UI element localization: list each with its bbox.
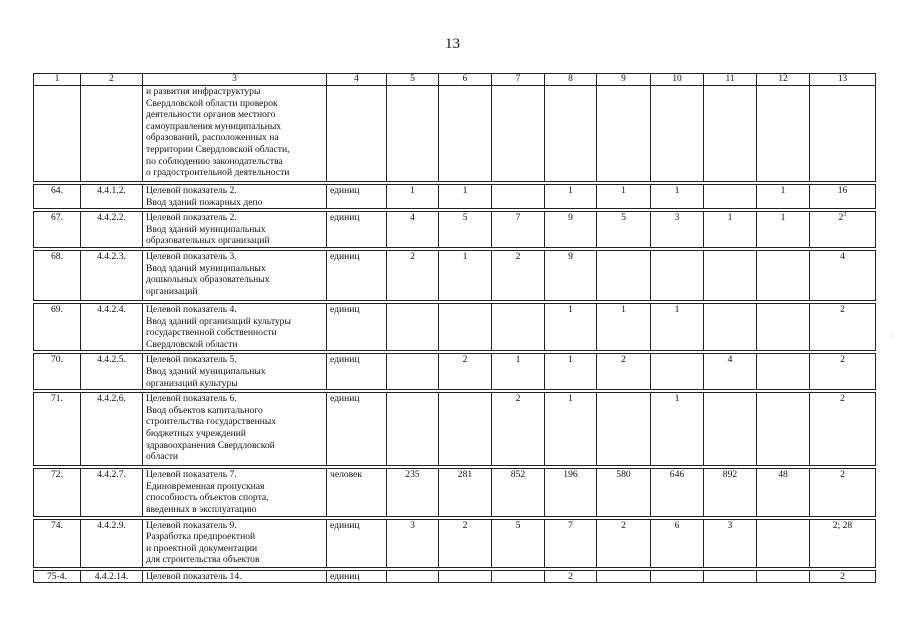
description-line: Целевой показатель 6. bbox=[146, 393, 237, 405]
value-cell bbox=[545, 212, 597, 248]
value-cell bbox=[757, 519, 810, 567]
value-text: 2 bbox=[840, 354, 845, 366]
value-cell bbox=[597, 570, 651, 583]
description-line: Ввод объектов капитального bbox=[146, 404, 263, 416]
value-text: 580 bbox=[616, 469, 631, 481]
description-line: по соблюдению законодательства bbox=[146, 155, 283, 167]
value-cell bbox=[545, 250, 597, 300]
table-row bbox=[34, 212, 876, 248]
row-code-cell: 4.4.2.14. bbox=[81, 570, 143, 583]
value-text: 2 bbox=[621, 354, 626, 366]
value-text: 2 bbox=[568, 570, 573, 582]
value-cell bbox=[545, 86, 597, 182]
row-description-cell bbox=[143, 570, 327, 583]
value-text: 852 bbox=[510, 469, 526, 481]
value-cell bbox=[810, 469, 876, 516]
description-line: и развития инфраструктуры bbox=[146, 86, 261, 97]
value-cell bbox=[597, 393, 651, 466]
row-code-cell: 4.4.2.3. bbox=[81, 250, 143, 300]
value-cell bbox=[810, 354, 876, 390]
column-header: 12 bbox=[757, 74, 810, 86]
row-number-cell: 67. bbox=[34, 212, 81, 248]
description-line: Целевой показатель 9. bbox=[146, 519, 237, 531]
value-text: 2 bbox=[838, 212, 844, 224]
description-line: Ввод зданий пожарных депо bbox=[146, 196, 263, 208]
value-text: 2 bbox=[515, 393, 521, 405]
value-cell bbox=[704, 570, 757, 583]
value-cell bbox=[439, 393, 492, 466]
description-line: образовательных организаций bbox=[146, 235, 270, 247]
description-line: Ввод зданий муниципальных bbox=[146, 365, 266, 377]
column-header: 2 bbox=[81, 74, 143, 86]
table-row bbox=[34, 393, 876, 466]
row-unit-cell bbox=[327, 86, 387, 182]
value-cell bbox=[492, 250, 545, 300]
value-cell bbox=[651, 469, 704, 516]
column-header: 4 bbox=[327, 74, 387, 86]
row-code-cell: 4.4.2.6. bbox=[81, 393, 143, 466]
value-cell bbox=[704, 250, 757, 300]
value-text: 2 bbox=[462, 519, 468, 531]
value-cell bbox=[651, 212, 704, 248]
value-text: 1 bbox=[674, 185, 680, 196]
value-cell bbox=[387, 354, 439, 390]
value-cell bbox=[387, 393, 439, 466]
value-cell bbox=[704, 86, 757, 182]
row-number-cell: 74. bbox=[34, 519, 81, 567]
value-cell bbox=[597, 212, 651, 248]
value-cell bbox=[651, 303, 704, 350]
value-text: 3 bbox=[727, 519, 733, 531]
value-cell bbox=[757, 250, 810, 300]
row-number-cell: 68. bbox=[34, 250, 81, 300]
value-text: 1 bbox=[674, 303, 680, 315]
value-cell bbox=[704, 519, 757, 567]
row-code-cell: 4.4.2.7. bbox=[81, 469, 143, 516]
value-cell bbox=[651, 393, 704, 466]
table-row bbox=[34, 86, 876, 182]
value-text: 2 bbox=[840, 469, 845, 481]
value-text: 2 bbox=[515, 250, 521, 262]
value-cell bbox=[387, 185, 439, 209]
row-description-cell bbox=[143, 250, 327, 300]
column-header: 3 bbox=[143, 74, 327, 86]
value-text: 1 bbox=[462, 250, 468, 262]
value-cell bbox=[810, 212, 876, 248]
value-cell bbox=[704, 185, 757, 209]
value-cell bbox=[545, 354, 597, 390]
table-row bbox=[34, 250, 876, 300]
row-description-cell bbox=[143, 469, 327, 516]
value-cell bbox=[387, 86, 439, 182]
description-line: здравоохранения Свердловской bbox=[146, 439, 275, 451]
row-description-cell bbox=[143, 393, 327, 466]
value-cell bbox=[545, 469, 597, 516]
value-cell bbox=[492, 212, 545, 248]
value-text: 1 bbox=[727, 212, 733, 224]
value-text: 3 bbox=[410, 519, 415, 531]
description-line: и проектной документации bbox=[146, 542, 258, 554]
value-cell bbox=[651, 185, 704, 209]
value-cell bbox=[651, 570, 704, 583]
value-text: 235 bbox=[405, 469, 420, 481]
page-number: 13 bbox=[445, 36, 460, 52]
row-description-cell bbox=[143, 185, 327, 209]
description-line: бюджетных учреждений bbox=[146, 427, 247, 439]
value-cell bbox=[492, 303, 545, 350]
row-unit-cell: единиц bbox=[327, 519, 387, 567]
description-line: организаций культуры bbox=[146, 377, 238, 389]
column-header: 5 bbox=[387, 74, 439, 86]
description-line: дошкольных образовательных bbox=[146, 274, 270, 286]
column-header: 8 bbox=[545, 74, 597, 86]
value-cell bbox=[597, 86, 651, 182]
value-text: 2 bbox=[840, 570, 845, 582]
value-cell bbox=[597, 354, 651, 390]
row-unit-cell: единиц bbox=[327, 354, 387, 390]
value-text: 1 bbox=[410, 185, 415, 196]
value-text: 6 bbox=[674, 519, 680, 531]
row-unit-cell: единиц bbox=[327, 185, 387, 209]
footnote-superscript: 3 bbox=[843, 211, 847, 218]
value-cell bbox=[439, 86, 492, 182]
value-text: 5 bbox=[515, 519, 521, 531]
scan-speck: · bbox=[890, 332, 893, 341]
column-header: 10 bbox=[651, 74, 704, 86]
value-cell bbox=[387, 212, 439, 248]
row-number-cell: 72. bbox=[34, 469, 81, 516]
value-text: 2 bbox=[840, 393, 845, 405]
value-text: 7 bbox=[515, 212, 521, 224]
row-description-cell bbox=[143, 86, 327, 182]
description-line: Целевой показатель 3. bbox=[146, 250, 237, 262]
column-header: 6 bbox=[439, 74, 492, 86]
value-cell bbox=[810, 303, 876, 350]
description-line: Целевой показатель 7. bbox=[146, 469, 237, 481]
row-code-cell: 4.4.1.2. bbox=[81, 185, 143, 209]
value-cell bbox=[439, 250, 492, 300]
value-cell bbox=[810, 250, 876, 300]
description-line: Разработка предпроектной bbox=[146, 531, 256, 543]
value-cell bbox=[439, 303, 492, 350]
row-unit-cell: единиц bbox=[327, 212, 387, 248]
row-code-cell: 4.4.2.5. bbox=[81, 354, 143, 390]
column-header: 1 bbox=[34, 74, 81, 86]
scan-speck: · bbox=[876, 297, 879, 306]
row-description-cell bbox=[143, 519, 327, 567]
value-cell bbox=[492, 469, 545, 516]
value-cell bbox=[597, 303, 651, 350]
value-cell bbox=[545, 185, 597, 209]
description-line: способность объектов спорта, bbox=[146, 492, 269, 504]
description-line: Свердловской области bbox=[146, 338, 238, 350]
table-row bbox=[34, 354, 876, 390]
value-text: 281 bbox=[457, 469, 473, 481]
value-cell bbox=[651, 354, 704, 390]
description-line: Целевой показатель 5. bbox=[146, 354, 237, 366]
column-header: 13 bbox=[810, 74, 876, 86]
value-cell bbox=[492, 86, 545, 182]
description-line: Единовременная пропускная bbox=[146, 480, 265, 492]
value-cell bbox=[545, 303, 597, 350]
value-cell bbox=[387, 570, 439, 583]
value-text: 1 bbox=[674, 393, 680, 405]
value-text: 1 bbox=[568, 303, 573, 315]
description-line: Ввод зданий муниципальных bbox=[146, 223, 266, 235]
value-text: 48 bbox=[778, 469, 788, 481]
value-text: 9 bbox=[568, 212, 573, 224]
description-line: строительства государственных bbox=[146, 416, 277, 428]
indicators-table bbox=[33, 73, 876, 583]
value-cell bbox=[545, 393, 597, 466]
value-text: 3 bbox=[674, 212, 680, 224]
value-cell bbox=[439, 570, 492, 583]
value-cell bbox=[387, 303, 439, 350]
value-cell bbox=[439, 469, 492, 516]
row-number-cell: 71. bbox=[34, 393, 81, 466]
value-cell bbox=[597, 185, 651, 209]
column-header: 11 bbox=[704, 74, 757, 86]
value-text: 1 bbox=[621, 303, 626, 315]
value-cell bbox=[810, 185, 876, 209]
row-number-cell: 64. bbox=[34, 185, 81, 209]
value-text: 1 bbox=[780, 185, 786, 196]
value-cell bbox=[757, 86, 810, 182]
description-line: Целевой показатель 14. bbox=[146, 570, 242, 582]
value-text: 5 bbox=[462, 212, 468, 224]
value-cell bbox=[704, 303, 757, 350]
value-text: 4 bbox=[840, 250, 845, 262]
value-cell bbox=[704, 393, 757, 466]
description-line: деятельности органов местного bbox=[146, 109, 276, 121]
value-cell bbox=[651, 86, 704, 182]
value-cell bbox=[757, 185, 810, 209]
value-text: 4 bbox=[410, 212, 415, 224]
value-cell bbox=[492, 519, 545, 567]
value-text: 196 bbox=[563, 469, 578, 481]
column-header: 9 bbox=[597, 74, 651, 86]
value-text: 1 bbox=[568, 393, 573, 405]
description-line: Ввод зданий муниципальных bbox=[146, 262, 266, 274]
description-line: Целевой показатель 4. bbox=[146, 303, 237, 315]
value-cell bbox=[597, 469, 651, 516]
value-text: 2 bbox=[410, 250, 415, 262]
description-line: введенных в эксплуатацию bbox=[146, 503, 257, 515]
column-header: 7 bbox=[492, 74, 545, 86]
value-text: 2 bbox=[462, 354, 468, 366]
row-code-cell: 4.4.2.4. bbox=[81, 303, 143, 350]
value-cell bbox=[439, 354, 492, 390]
value-cell bbox=[387, 519, 439, 567]
value-cell bbox=[387, 469, 439, 516]
value-cell bbox=[439, 212, 492, 248]
description-line: Ввод зданий организаций культуры bbox=[146, 315, 291, 327]
value-cell bbox=[597, 250, 651, 300]
value-cell bbox=[492, 185, 545, 209]
row-unit-cell: человек bbox=[327, 469, 387, 516]
value-text: 4 bbox=[727, 354, 733, 366]
value-cell bbox=[757, 212, 810, 248]
value-cell bbox=[704, 354, 757, 390]
row-code-cell: 4.4.2.9. bbox=[81, 519, 143, 567]
value-cell bbox=[757, 393, 810, 466]
value-text: 1 bbox=[462, 185, 468, 196]
description-line: Целевой показатель 2. bbox=[146, 212, 237, 224]
value-cell bbox=[757, 354, 810, 390]
row-number-cell: 70. bbox=[34, 354, 81, 390]
value-cell bbox=[597, 519, 651, 567]
value-text: 7 bbox=[568, 519, 573, 531]
description-line: самоуправления муниципальных bbox=[146, 120, 282, 132]
row-number-cell: 75-4. bbox=[34, 570, 81, 583]
value-cell bbox=[810, 519, 876, 567]
row-code-cell: 4.4.2.2. bbox=[81, 212, 143, 248]
row-description-cell bbox=[143, 212, 327, 248]
value-cell bbox=[810, 86, 876, 182]
row-unit-cell: единиц bbox=[327, 303, 387, 350]
value-text: 1 bbox=[568, 185, 573, 196]
value-cell bbox=[810, 393, 876, 466]
description-line: о градостроительной деятельности bbox=[146, 167, 290, 179]
value-text: 2 bbox=[621, 519, 626, 531]
value-text: 16 bbox=[837, 185, 848, 196]
description-line: территории Свердловской области, bbox=[146, 143, 290, 155]
value-cell bbox=[704, 212, 757, 248]
row-unit-cell: единиц bbox=[327, 393, 387, 466]
table-row bbox=[34, 519, 876, 567]
header-row bbox=[34, 74, 876, 86]
value-cell bbox=[492, 570, 545, 583]
description-line: организаций bbox=[146, 285, 198, 297]
value-cell bbox=[545, 519, 597, 567]
value-text: 646 bbox=[669, 469, 685, 481]
value-text: 1 bbox=[568, 354, 573, 366]
row-unit-cell: единиц bbox=[327, 570, 387, 583]
value-cell bbox=[439, 185, 492, 209]
table-row bbox=[34, 570, 876, 583]
description-line: для строительства объектов bbox=[146, 554, 260, 566]
table-row bbox=[34, 303, 876, 350]
value-text: 1 bbox=[621, 185, 626, 196]
value-text: 1 bbox=[515, 354, 521, 366]
value-cell bbox=[810, 570, 876, 583]
row-number-cell bbox=[34, 86, 81, 182]
value-cell bbox=[757, 469, 810, 516]
value-cell bbox=[704, 469, 757, 516]
row-description-cell bbox=[143, 303, 327, 350]
value-text: 2; 28 bbox=[832, 519, 853, 531]
table-row bbox=[34, 185, 876, 209]
description-line: Свердловской области проверок bbox=[146, 97, 278, 109]
row-unit-cell: единиц bbox=[327, 250, 387, 300]
value-cell bbox=[651, 250, 704, 300]
value-cell bbox=[545, 570, 597, 583]
value-cell bbox=[387, 250, 439, 300]
row-code-cell bbox=[81, 86, 143, 182]
value-text: 1 bbox=[780, 212, 786, 224]
value-text: 5 bbox=[621, 212, 626, 224]
description-line: Целевой показатель 2. bbox=[146, 185, 237, 196]
row-description-cell bbox=[143, 354, 327, 390]
value-cell bbox=[439, 519, 492, 567]
table-row bbox=[34, 469, 876, 516]
value-text: 2 bbox=[840, 303, 845, 315]
value-text: 892 bbox=[722, 469, 738, 481]
description-line: государственной собственности bbox=[146, 327, 277, 339]
value-cell bbox=[757, 570, 810, 583]
value-cell bbox=[492, 354, 545, 390]
value-text: 9 bbox=[568, 250, 573, 262]
row-number-cell: 69. bbox=[34, 303, 81, 350]
description-line: образований, расположенных на bbox=[146, 132, 279, 144]
value-cell bbox=[651, 519, 704, 567]
value-cell bbox=[492, 393, 545, 466]
description-line: области bbox=[146, 451, 179, 463]
value-cell bbox=[757, 303, 810, 350]
